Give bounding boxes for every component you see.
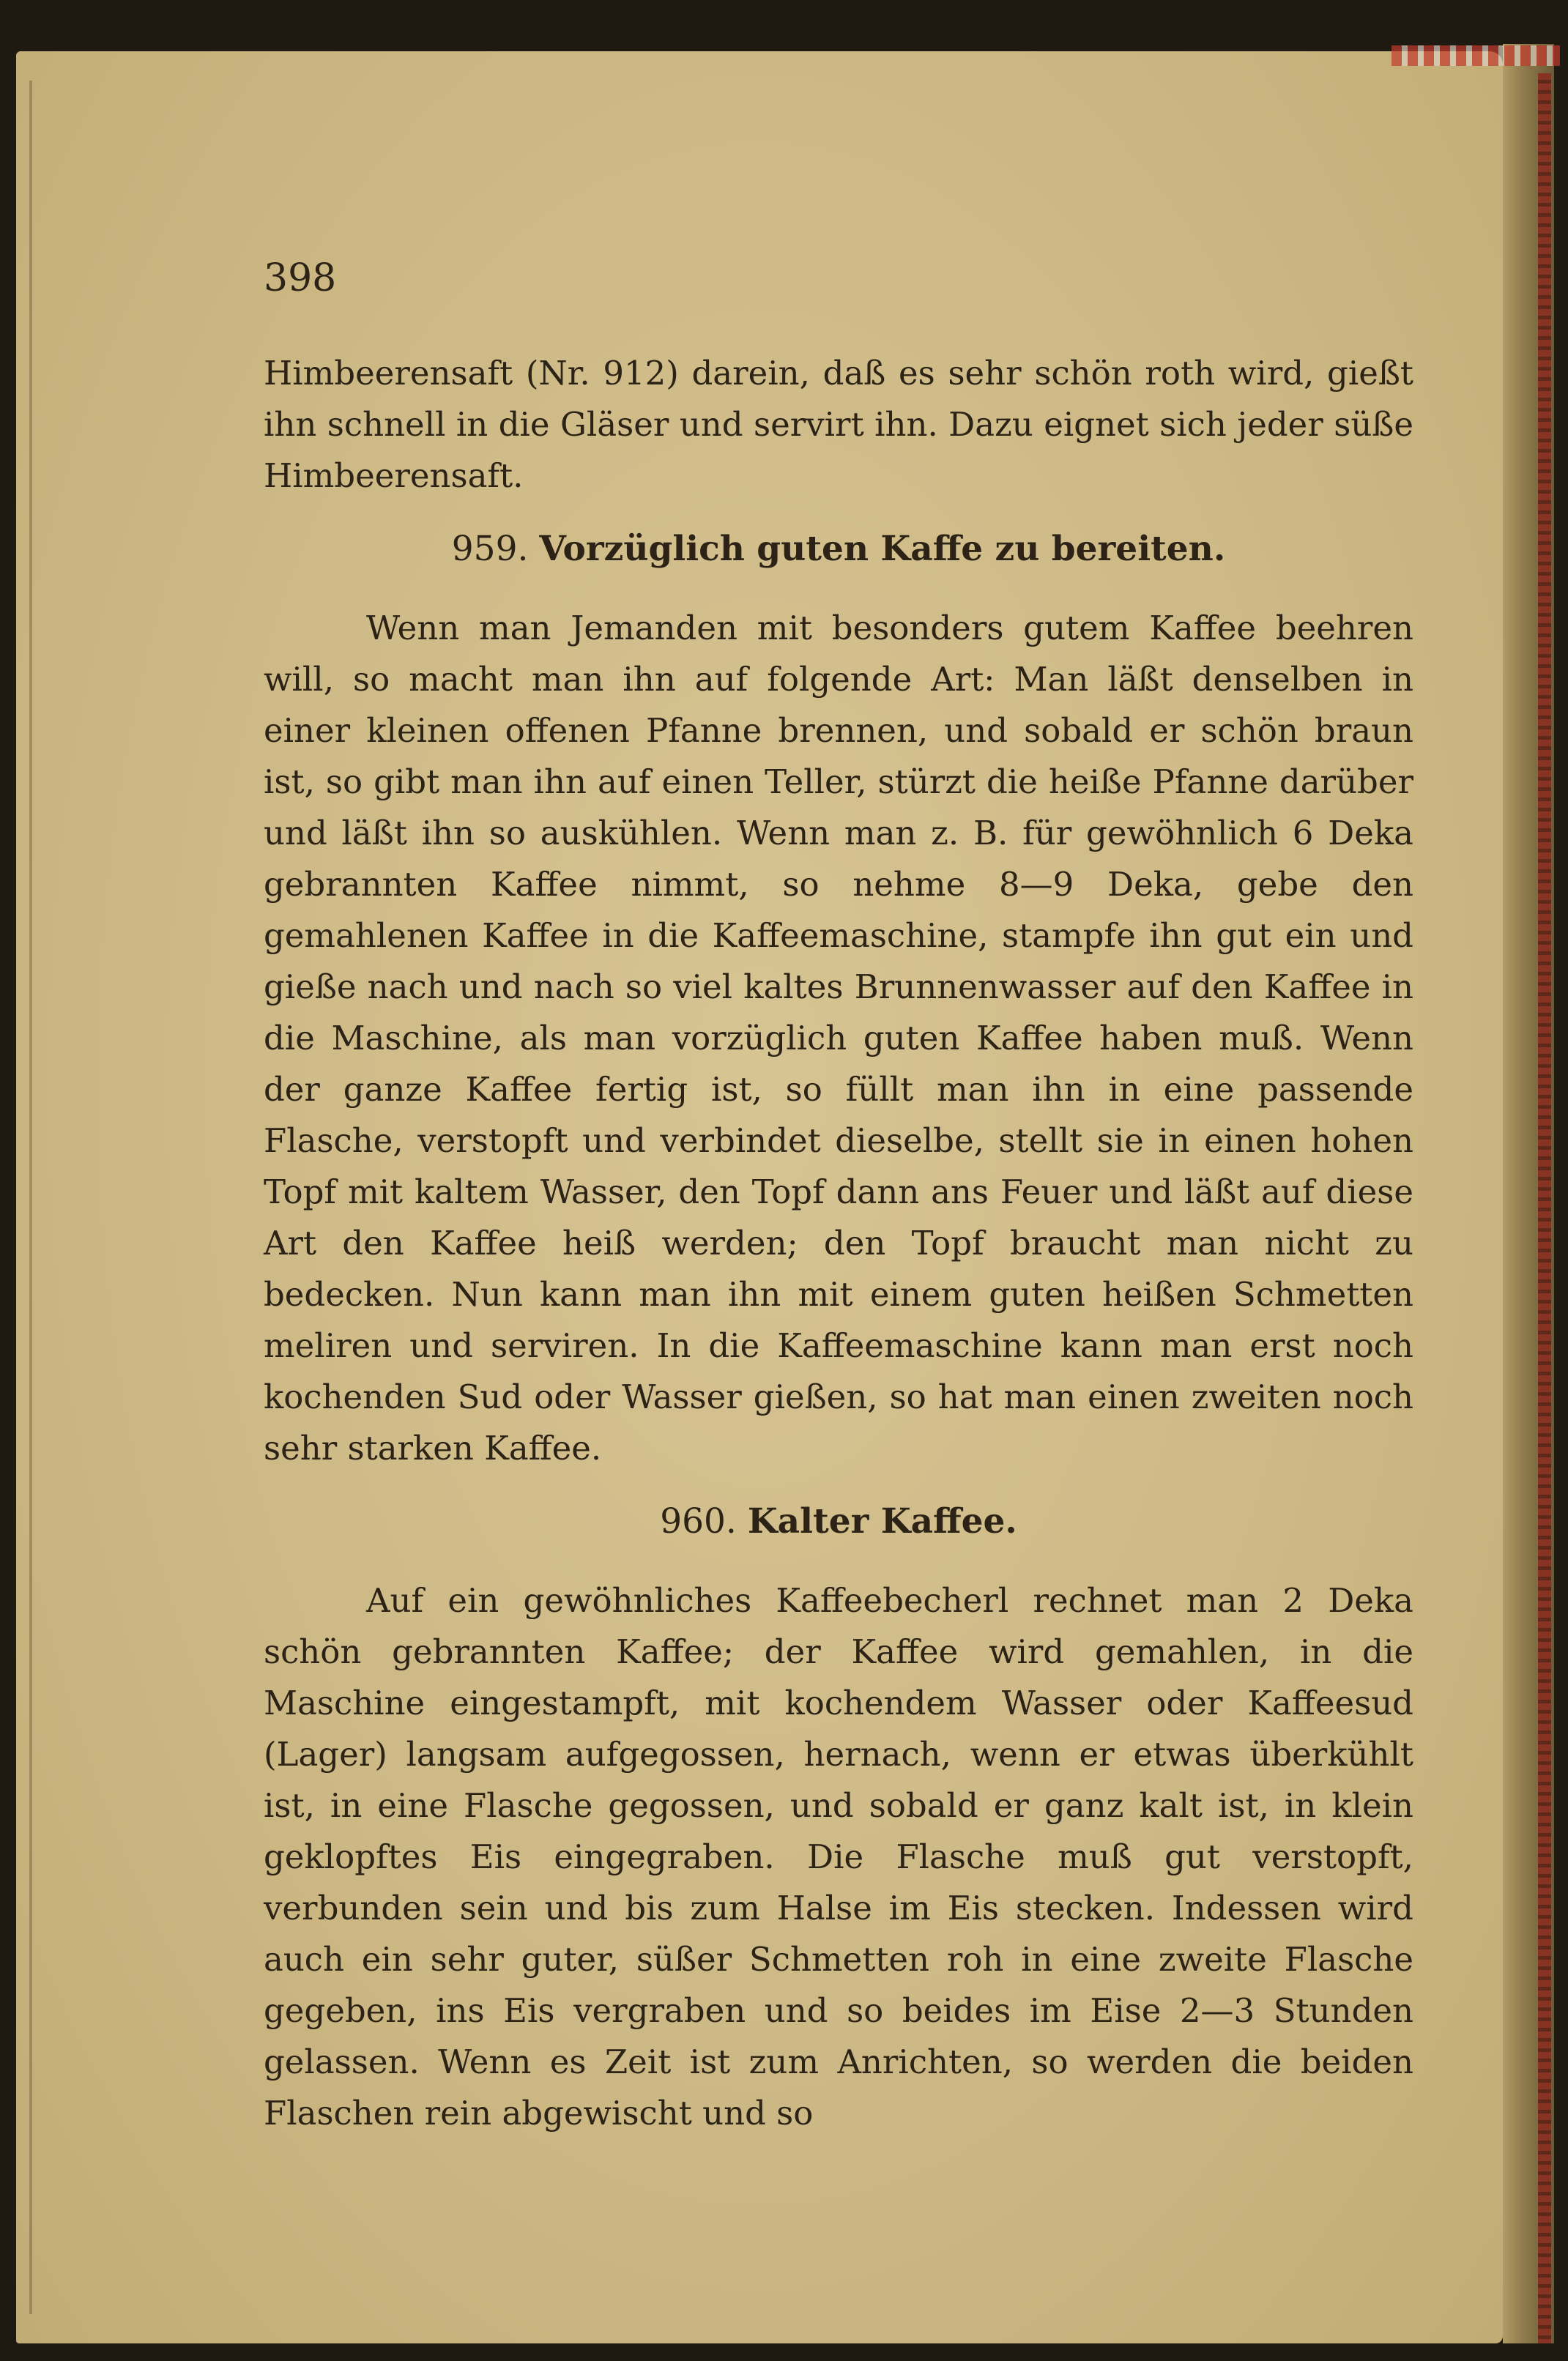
recipe-title: Kalter Kaffee.	[747, 1501, 1017, 1542]
page-number: 398	[264, 256, 337, 300]
page-text	[264, 348, 1413, 2139]
recipe-text-959: Wenn man Jemanden mit besonders gutem Kaffee beehren will, so macht man ihn auf folgende Art: Man läßt denselben in einer kleinen offenen Pfanne brennen, und sobald er schön braun ist, so gibt man ihn auf einen Teller, stürzt die heiße Pfanne darüber und läßt ihn so auskühlen. Wenn man z. B. für gewöhnlich 6 Deka gebrannten Kaffee nimmt, so nehme 8—9 Deka, gebe den gemahlenen Kaffee in die Kaffeemaschine, stampfe ihn gut ein und gieße nach und nach so viel kaltes Brunnenwasser auf den Kaffee in die Maschine, als man vorzüglich guten Kaffee haben muß. Wenn der ganze Kaffee fertig ist, so füllt man ihn in eine passende Flasche, verstopft und verbindet dieselbe, stellt sie in einen hohen Topf mit kaltem Wasser, den Topf dann ans Feuer und läßt auf diese Art den Kaffee heiß werden; den Topf braucht man nicht zu bedecken. Nun kann man ihn mit einem guten heißen Schmetten meliren und serviren. In die Kaffeemaschine kann man erst noch kochenden Sud oder Wasser gießen, so hat man einen zweiten noch sehr starken Kaffee.	[264, 609, 1413, 1468]
recipe-number: 960.	[660, 1501, 737, 1542]
red-page-edge	[1538, 73, 1551, 2343]
recipe-number: 959.	[451, 529, 529, 569]
recipe-heading-959	[264, 524, 1413, 575]
recipe-text-960: Auf ein gewöhnliches Kaffeebecherl rechnet man 2 Deka schön gebrannten Kaffee; der Kaffee wird gemahlen, in die Maschine eingestampft, mit kochendem Wasser oder Kaffeesud (Lager) langsam aufgegossen, hernach, wenn er etwas überkühlt ist, in eine Flasche gegossen, und sobald er ganz kalt ist, in klein geklopftes Eis eingegraben. Die Flasche muß gut verstopft, verbunden sein und bis zum Halse im Eis stecken. Indessen wird auch ein sehr guter, süßer Schmetten roh in eine zweite Flasche gegeben, ins Eis vergraben und so beides im Eise 2—3 Stunden gelassen. Wenn es Zeit ist zum Anrichten, so werden die beiden Flaschen rein abgewischt und so	[264, 1581, 1413, 2133]
top-page-edge	[1391, 45, 1560, 66]
intro-paragraph: Himbeerensaft (Nr. 912) darein, daß es sehr schön roth wird, gießt ihn schnell in die Gläser und servirt ihn. Dazu eignet sich jeder süße Himbeerensaft.	[264, 354, 1413, 495]
recipe-title: Vorzüglich guten Kaffe zu bereiten.	[539, 529, 1226, 569]
recipe-heading-960	[264, 1496, 1413, 1547]
page-fold-line	[29, 81, 32, 2314]
